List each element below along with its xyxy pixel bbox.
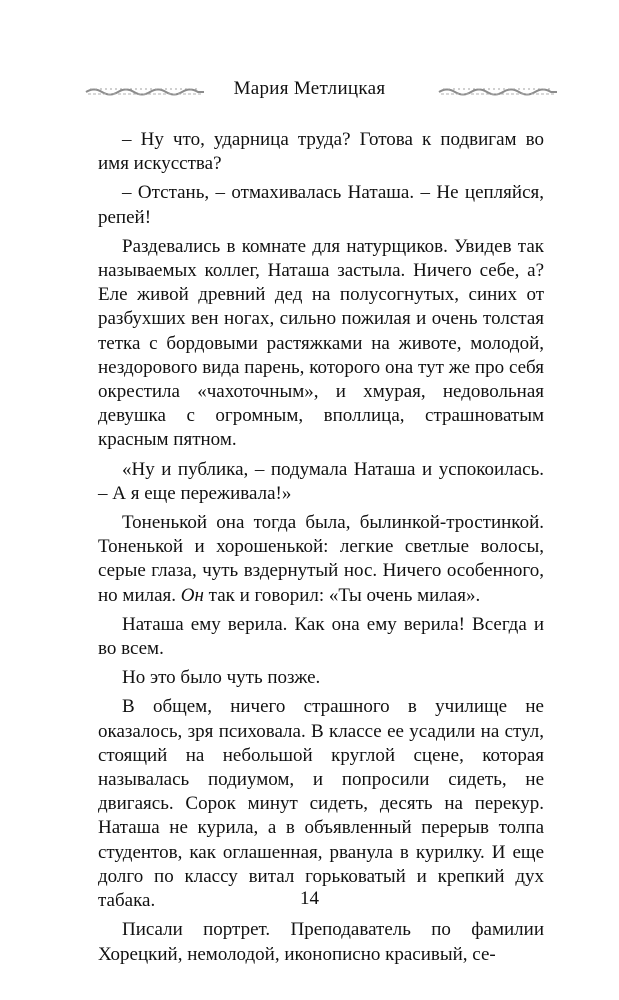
paragraph: Наташа ему верила. Как она ему верила! Всегда и во всем.	[98, 613, 544, 660]
paragraph: В общем, ничего страшного в училище не оказалось, зря психовала. В классе ее усадили на стул, стоящий на небольшой круглой сцене, которая называлась подиумом, и попросили сидеть, не двигаясь. Сорок минут сидеть, десять на перекур. Наташа не курила, а в объявленный перерыв толпа студентов, как оглашенная, рванула в курилку. И еще долго по классу витал горьковатый и крепкий дух табака.	[98, 696, 544, 912]
paragraph-text: так и говорил: «Ты очень милая».	[203, 584, 481, 606]
paragraph-text: Тоненькой она тогда была, былинкой-тростинкой. Тоненькой и хорошенькой: легкие светлые волосы, серые глаза, чуть вздернутый нос. Ничего особенного, но милая.	[98, 512, 544, 606]
paragraph: Раздевались в комнате для натурщиков. Увидев так называемых коллег, Наташа застыла. Ничего себе, а? Еле живой древний дед на полусогнутых, синих от разбухших вен ногах, сильно пожилая и очень толстая тетка с бордовыми растяжками на животе, молодой, нездорового вида парень, которого она тут же про себя окрестила «чахоточным», и хмурая, недовольная девушка с огромным, вполлица, страшноватым красным пятном.	[98, 235, 544, 451]
paragraph: – Отстань, – отмахивалась Наташа. – Не цепляйся, репей!	[98, 182, 544, 228]
paragraph: «Ну и публика, – подумала Наташа и успокоилась. – А я еще переживала!»	[98, 458, 544, 504]
paragraph: Но это было чуть позже.	[122, 667, 321, 689]
page-header	[0, 78, 619, 108]
italic-word: Он	[180, 584, 204, 606]
paragraph: – Ну что, ударница труда? Готова к подвигам во имя искусства?	[98, 129, 544, 175]
paragraph	[98, 511, 544, 608]
page-number: 14	[300, 888, 319, 909]
decorative-rule-right-icon	[437, 86, 559, 98]
main-text	[98, 128, 544, 972]
running-head: Мария Метлицкая	[233, 78, 386, 99]
paragraph: Писали портрет. Преподаватель по фамилии Хорецкий, немолодой, иконописно красивый, се-	[98, 919, 544, 965]
